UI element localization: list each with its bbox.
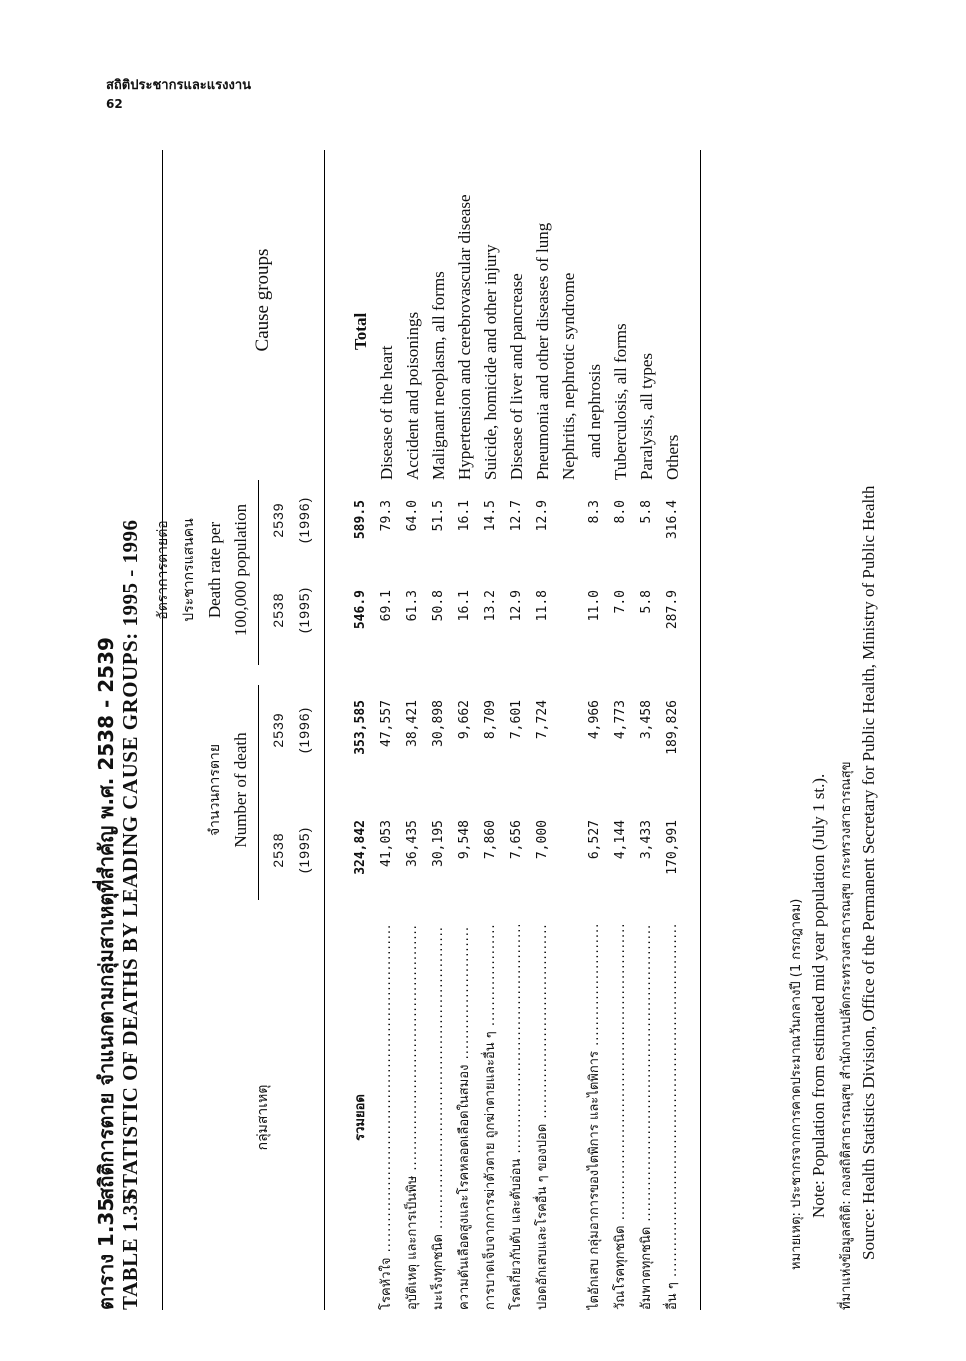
table-row <box>634 150 660 1310</box>
cell-deaths-1996: 30,898 <box>431 700 446 747</box>
cell-deaths-1996: 7,724 <box>535 700 550 740</box>
cell-deaths-1996: 8,709 <box>483 700 498 740</box>
cell-deaths-1996: 38,421 <box>405 700 420 747</box>
header-deaths-english: Number of death <box>231 732 250 848</box>
cell-rate-1996: 14.5 <box>483 500 498 532</box>
row-cause-thai: อัมพาตทุกชนิด ..... <box>634 925 660 1310</box>
row-cause-thai: ความดันเลือดสูงและโรคหลอดเลือดในสมอง ..... <box>452 925 478 1310</box>
table-label-english: TABLE 1.35 <box>118 1193 142 1310</box>
cell-rate-1996: 64.0 <box>405 500 420 532</box>
row-cause-thai: มะเร็งทุกชนิด ..... <box>426 925 452 1310</box>
cell-rate-1995: 287.9 <box>665 590 680 630</box>
table-label-thai: ตาราง 1.35 <box>94 1197 118 1310</box>
cell-deaths-1996: 3,458 <box>639 700 654 740</box>
cell-rate-1996: 12.7 <box>509 500 524 532</box>
row-cause-english: Nephritis, nephrotic syndrome <box>559 272 578 480</box>
table-title-english <box>118 520 143 1310</box>
row-cause-english: Total <box>351 312 370 350</box>
table-row <box>374 150 400 1310</box>
table-row-continuation <box>556 150 582 1310</box>
row-cause-thai: รวมยอด <box>353 1094 368 1141</box>
row-cause-english: Suicide, homicide and other injury <box>481 244 500 480</box>
cell-deaths-1995: 36,435 <box>405 820 420 867</box>
row-cause-english: Paralysis, all types <box>637 352 656 480</box>
cell-deaths-1996: 4,966 <box>587 700 602 740</box>
cell-rate-1995: 11.8 <box>535 590 550 622</box>
page-header <box>106 74 251 111</box>
page-number: 62 <box>106 97 123 111</box>
header-rate-thai-2: ประชากรแสนคน <box>181 518 197 622</box>
cell-rate-1996: 316.4 <box>665 500 680 540</box>
cell-deaths-1996: 189,826 <box>665 700 680 755</box>
header-rate-year-1995-be: 2538 <box>270 592 286 628</box>
header-year-1995-ce: (1995) <box>296 826 312 874</box>
header-deaths-thai: จำนวนการตาย <box>207 743 223 837</box>
cell-rate-1995: 12.9 <box>509 590 524 622</box>
cell-rate-1995: 11.0 <box>587 590 602 622</box>
cell-deaths-1995: 3,433 <box>639 820 654 860</box>
cell-deaths-1995: 9,548 <box>457 820 472 860</box>
table-title-english-text: STATISTIC OF DEATHS BY LEADING CAUSE GROUPS: 1995 - 1996 <box>118 519 142 1200</box>
cell-deaths-1995: 170,991 <box>665 820 680 875</box>
row-cause-thai: อื่น ๆ ..... <box>660 925 686 1310</box>
table-title-thai-text: สถิติการตาย จำแนกตามกลุ่มสาเหตุที่สำคัญ พ.ศ. 2538 - 2539 <box>94 637 118 1200</box>
row-cause-english: Disease of the heart <box>377 345 396 480</box>
cell-deaths-1995: 6,527 <box>587 820 602 860</box>
running-title: สถิติประชากรและแรงงาน <box>106 78 252 93</box>
row-cause-thai: ปอดอักเสบและโรคอื่น ๆ ของปอด ..... <box>530 925 556 1310</box>
row-cause-thai: ไตอักเสบ กลุ่มอาการของไตพิการ และไตพิการ ..... <box>582 925 608 1310</box>
header-year-1996-be: 2539 <box>270 712 286 748</box>
header-year-1995-be: 2538 <box>270 832 286 868</box>
table-row-total <box>348 150 374 1310</box>
cell-deaths-1996: 7,601 <box>509 700 524 740</box>
cell-deaths-1996: 9,662 <box>457 700 472 740</box>
cell-rate-1995: 5.8 <box>639 590 654 614</box>
header-cause-english: Cause groups <box>252 248 273 352</box>
note-english: Note: Population from estimated mid year population (July 1 st.). <box>809 773 828 1218</box>
source-english: Source: Health Statistics Division, Office of the Permanent Secretary for Public Health, Ministry of Public Health <box>859 485 878 1260</box>
header-rate-year-1996-ce: (1996) <box>296 496 312 544</box>
table-row <box>452 150 478 1310</box>
table-page <box>90 110 890 1310</box>
cell-rate-1996: 12.9 <box>535 500 550 532</box>
row-cause-english: Malignant neoplasm, all forms <box>429 271 448 480</box>
header-rate-english-2: 100,000 population <box>231 503 250 637</box>
cell-rate-1996: 51.5 <box>431 500 446 532</box>
table-row <box>400 150 426 1310</box>
table-row <box>478 150 504 1310</box>
source-thai: ที่มาแห่งข้อมูลสถิติ: กองสถิติสาธารณสุข สำนักงานปลัดกระทรวงสาธารณสุข กระทรวงสาธารณสุข <box>839 761 854 1310</box>
rate-header-rule <box>258 480 259 665</box>
table-top-rule <box>162 150 163 1310</box>
cell-deaths-1996: 4,773 <box>613 700 628 740</box>
header-rate-year-1996-be: 2539 <box>270 502 286 538</box>
header-rate-english-1: Death rate per <box>205 521 224 619</box>
row-cause-thai: อุบัติเหตุ และการเป็นพิษ ..... <box>400 925 426 1310</box>
table-row <box>660 150 686 1310</box>
row-cause-english: Pneumonia and other diseases of lung <box>533 222 552 480</box>
row-cause-english-continued: and nephrosis <box>585 364 604 458</box>
cell-rate-1995: 50.8 <box>431 590 446 622</box>
cell-rate-1995: 7.0 <box>613 590 628 614</box>
cell-rate-1996: 5.8 <box>639 500 654 524</box>
header-cause-thai: กลุ่มสาเหตุ <box>255 1084 271 1151</box>
cell-rate-1996: 8.3 <box>587 500 602 524</box>
cell-deaths-1995: 324,842 <box>353 820 368 875</box>
cell-rate-1996: 16.1 <box>457 500 472 532</box>
cell-deaths-1995: 7,860 <box>483 820 498 860</box>
cell-deaths-1995: 41,053 <box>379 820 394 867</box>
cell-rate-1995: 13.2 <box>483 590 498 622</box>
row-cause-english: Others <box>663 434 682 480</box>
note-thai: หมายเหตุ: ประชากรจากการคาดประมาณวันกลางปี (1 กรกฎาคม) <box>789 898 804 1270</box>
row-cause-thai: วัณโรคทุกชนิด ..... <box>608 925 634 1310</box>
table-row <box>582 150 608 1310</box>
cell-deaths-1995: 7,656 <box>509 820 524 860</box>
cell-deaths-1995: 7,000 <box>535 820 550 860</box>
header-rate-year-1995-ce: (1995) <box>296 586 312 634</box>
table-bottom-rule <box>700 150 701 1310</box>
row-cause-english: Tuberculosis, all forms <box>611 323 630 480</box>
table-row <box>530 150 556 1310</box>
cell-rate-1996: 8.0 <box>613 500 628 524</box>
cell-rate-1995: 69.1 <box>379 590 394 622</box>
row-cause-thai: โรคหัวใจ ..... <box>374 925 400 1310</box>
row-cause-thai: การบาดเจ็บจากการฆ่าตัวตาย ถูกฆ่าตายและอื่น ๆ ..... <box>478 925 504 1310</box>
row-cause-english: Hypertension and cerebrovascular disease <box>455 194 474 480</box>
cell-rate-1995: 16.1 <box>457 590 472 622</box>
cell-deaths-1996: 47,557 <box>379 700 394 747</box>
deaths-header-rule <box>258 685 259 900</box>
header-year-1996-ce: (1996) <box>296 706 312 754</box>
header-bottom-rule <box>324 150 325 1310</box>
cell-rate-1996: 589.5 <box>353 500 368 540</box>
table-row <box>504 150 530 1310</box>
row-cause-thai: โรคเกี่ยวกับตับ และตับอ่อน ..... <box>504 925 530 1310</box>
cell-rate-1996: 79.3 <box>379 500 394 532</box>
cell-rate-1995: 546.9 <box>353 590 368 630</box>
table-row <box>608 150 634 1310</box>
cell-deaths-1996: 353,585 <box>353 700 368 755</box>
header-rate-thai-1: อัตราการตายต่อ <box>155 520 171 620</box>
row-cause-english: Accident and poisonings <box>403 311 422 480</box>
cell-deaths-1995: 30,195 <box>431 820 446 867</box>
cell-deaths-1995: 4,144 <box>613 820 628 860</box>
row-cause-english: Disease of liver and pancrease <box>507 273 526 480</box>
table-row <box>426 150 452 1310</box>
cell-rate-1995: 61.3 <box>405 590 420 622</box>
